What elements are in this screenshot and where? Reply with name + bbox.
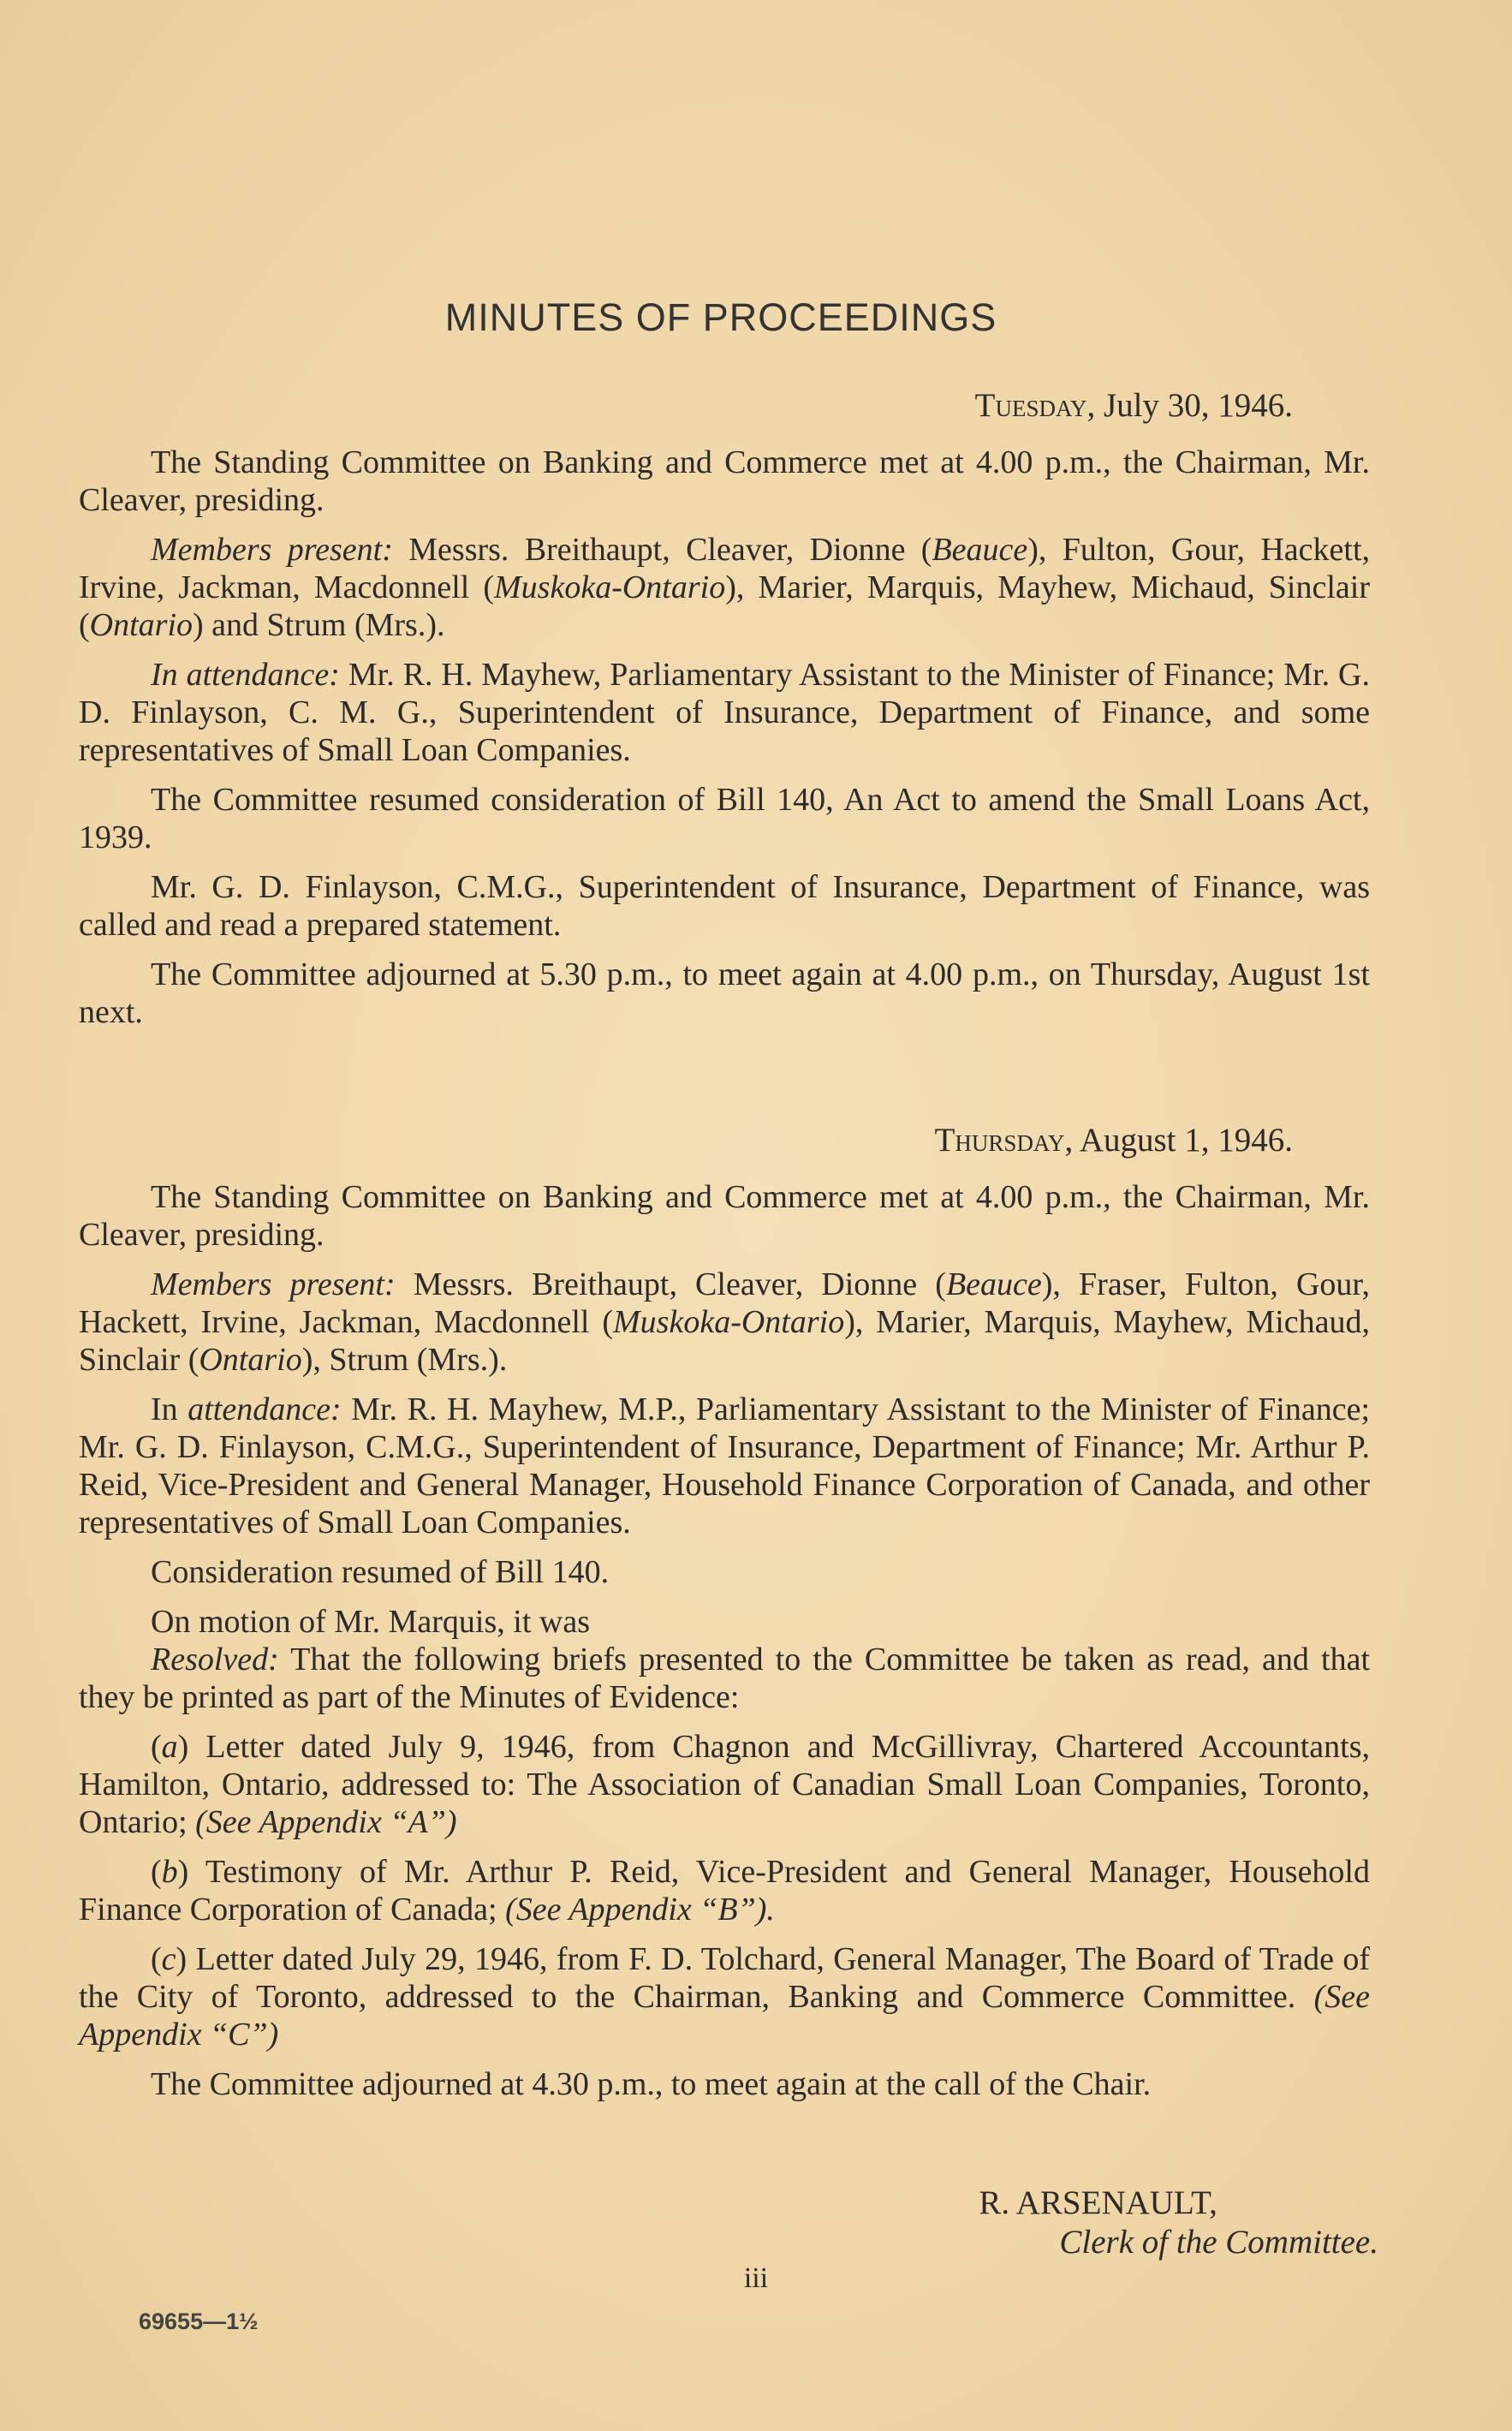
brief-item-a: (a) Letter dated July 9, 1946, from Chagnon and McGillivray, Chartered Accountants, Hamilton, Ontario, addressed to: The Association of Canadian Small Loan Companies, Toronto, Ontario; (See Appendix “A”) <box>79 1729 1370 1840</box>
clerk-title: Clerk of the Committee. <box>1059 2224 1378 2261</box>
members-present-paragraph <box>79 1266 1370 1379</box>
attendance-prefix: In <box>151 1391 188 1427</box>
members-text: Messrs. Breithaupt, Cleaver, Dionne ( <box>395 1266 946 1302</box>
attendance-label: attendance: <box>188 1391 342 1427</box>
finlayson-paragraph: Mr. G. D. Finlayson, C.M.G., Superintendent of Insurance, Department of Finance, was called and read a prepared statement. <box>79 869 1370 943</box>
page-number: iii <box>743 2262 769 2294</box>
riding-ontario: Ontario <box>199 1342 302 1378</box>
riding-beauce: Beauce <box>945 1266 1042 1302</box>
appendix-reference: (See Appendix “A”) <box>195 1804 457 1840</box>
page-title: MINUTES OF PROCEEDINGS <box>444 295 997 339</box>
item-marker: a <box>161 1729 178 1765</box>
riding-beauce: Beauce <box>932 532 1028 568</box>
date-day: Tuesday <box>974 387 1087 424</box>
attendance-text: Mr. R. H. Mayhew, M.P., Parliamentary Assistant to the Minister of Finance; Mr. G. D. Finlayson, C.M.G., Superintendent of Insurance, Department of Finance; Mr. Arthur P. Reid, Vice-President and General Manager, Household Finance Corporation of Canada, and other representatives of Small Loan Companies. <box>79 1391 1370 1540</box>
resolved-paragraph <box>79 1641 1370 1716</box>
resumed-paragraph: The Committee resumed consideration of Bill 140, An Act to amend the Small Loans Act, 1939. <box>79 782 1370 855</box>
riding-ontario: Ontario <box>89 607 193 643</box>
attendance-label: In attendance: <box>151 657 340 693</box>
brief-item-b: (b) Testimony of Mr. Arthur P. Reid, Vice-President and General Manager, Household Finance Corporation of Canada; (See Appendix “B”). <box>79 1854 1370 1928</box>
date-day: Thursday <box>934 1122 1065 1159</box>
members-present-paragraph <box>79 531 1370 644</box>
attendance-text: Mr. R. H. Mayhew, Parliamentary Assistant to the Minister of Finance; Mr. G. D. Finlayson, C. M. G., Superintendent of Insurance, Department of Finance, and some representatives of Small Loan Companies. <box>79 657 1370 768</box>
motion-paragraph: On motion of Mr. Marquis, it was <box>151 1604 590 1640</box>
members-text: ), Strum (Mrs.). <box>301 1342 508 1378</box>
item-text: Letter dated July 29, 1946, from F. D. Tolchard, General Manager, The Board of Trade of the City of Toronto, addressed to the Chairman, Banking and Commerce Committee. <box>79 1941 1370 2015</box>
item-marker: b <box>161 1854 178 1890</box>
members-text: ) and Strum (Mrs.). <box>193 607 445 643</box>
members-text: Messrs. Breithaupt, Cleaver, Dionne ( <box>392 532 932 568</box>
appendix-reference: (See Appendix “C”) <box>79 1979 1370 2053</box>
opening-paragraph: The Standing Committee on Banking and Commerce met at 4.00 p.m., the Chairman, Mr. Cleaver, presiding. <box>79 444 1370 518</box>
item-text: Testimony of Mr. Arthur P. Reid, Vice-President and General Manager, Household Finance Corporation of Canada; <box>79 1854 1370 1928</box>
meeting-thursday <box>79 1122 1370 2103</box>
adjourned-paragraph: The Committee adjourned at 5.30 p.m., to meet again at 4.00 p.m., on Thursday, August 1st next. <box>79 956 1370 1030</box>
appendix-reference: (See Appendix “B”). <box>505 1892 775 1928</box>
attendance-paragraph <box>79 1391 1370 1541</box>
opening-paragraph: The Standing Committee on Banking and Commerce met at 4.00 p.m., the Chairman, Mr. Cleaver, presiding. <box>79 1179 1370 1253</box>
meeting-date <box>79 1122 1370 1159</box>
item-text: Letter dated July 9, 1946, from Chagnon and McGillivray, Chartered Accountants, Hamilton, Ontario, addressed to: The Association of Canadian Small Loan Companies, Toronto, Ontario; <box>79 1729 1370 1840</box>
item-marker: c <box>161 1941 176 1977</box>
riding-muskoka: Muskoka-Ontario <box>613 1304 845 1340</box>
members-text: ), Fulton, Gour, Hackett, Irvine, Jackman, Macdonnell ( <box>79 532 1371 605</box>
members-text: ), Marier, Marquis, Mayhew, Michaud, Sinclair ( <box>79 1304 1370 1378</box>
resolved-text: That the following briefs presented to the Committee be taken as read, and that they be printed as part of the Minutes of Evidence: <box>79 1642 1370 1715</box>
members-text: ), Marier, Marquis, Mayhew, Michaud, Sinclair ( <box>79 569 1370 643</box>
clerk-name: R. ARSENAULT, <box>979 2184 1217 2221</box>
consideration-paragraph: Consideration resumed of Bill 140. <box>151 1554 610 1590</box>
print-code: 69655—1½ <box>139 2309 259 2334</box>
meeting-tuesday <box>79 387 1370 1031</box>
members-label: Members present: <box>151 1266 396 1302</box>
date-rest: , August 1, 1946. <box>1064 1122 1293 1159</box>
date-rest: , July 30, 1946. <box>1086 387 1293 424</box>
resolved-label: Resolved: <box>151 1642 279 1677</box>
riding-muskoka: Muskoka-Ontario <box>494 569 726 605</box>
members-text: ), Fraser, Fulton, Gour, Hackett, Irvine, Jackman, Macdonnell ( <box>79 1266 1371 1340</box>
members-label: Members present: <box>151 532 393 568</box>
signature-block <box>979 2184 1378 2262</box>
adjourned-paragraph: The Committee adjourned at 4.30 p.m., to meet again at the call of the Chair. <box>151 2066 1152 2102</box>
attendance-paragraph <box>79 656 1370 769</box>
meeting-date <box>79 387 1370 425</box>
brief-item-c: (c) Letter dated July 29, 1946, from F. D. Tolchard, General Manager, The Board of Trade of the City of Toronto, addressed to the Chairman, Banking and Commerce Committee. (See Appendix “C”) <box>79 1941 1370 2053</box>
